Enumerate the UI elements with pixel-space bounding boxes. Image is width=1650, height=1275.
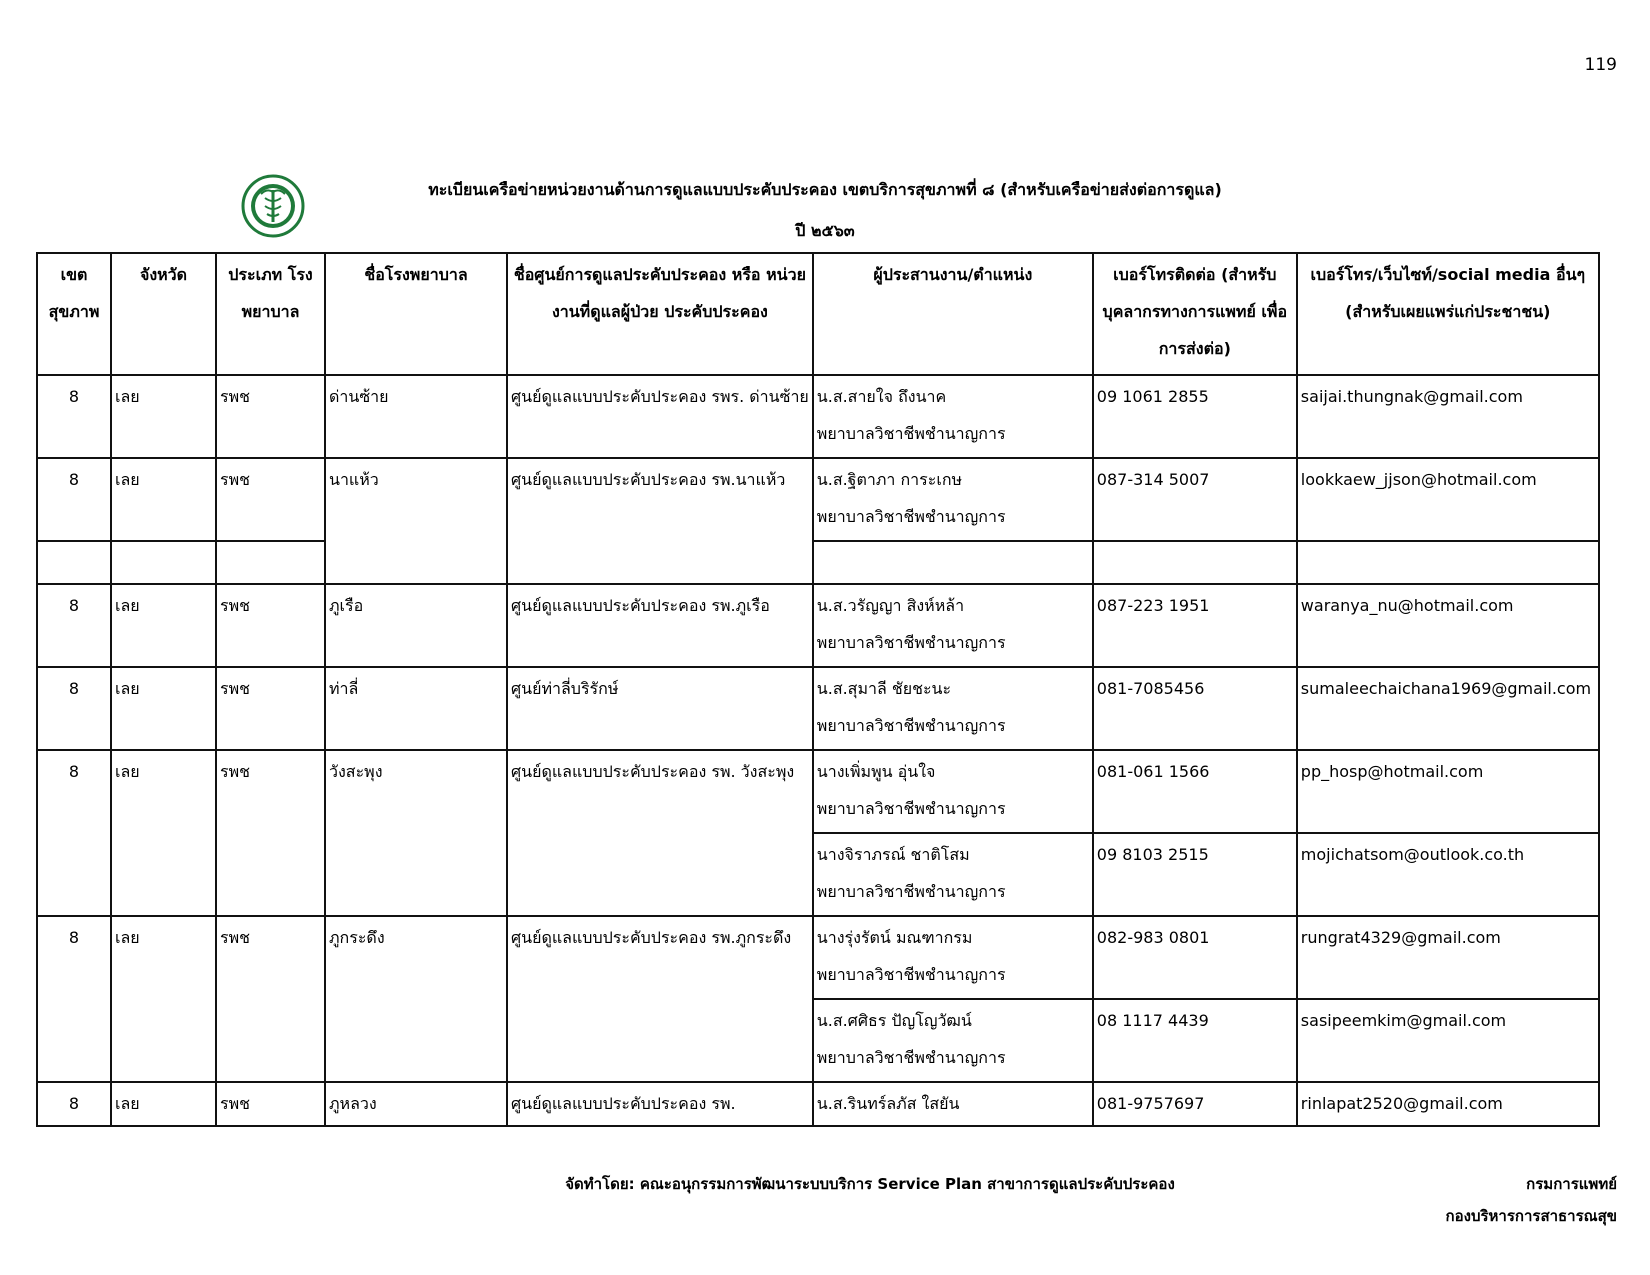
footer-prepared-by: จัดทำโดย: คณะอนุกรรมการพัฒนาระบบบริการ Service Plan สาขาการดูแลประคับประคอง xyxy=(565,1175,1175,1193)
table-row xyxy=(37,750,1599,833)
cell-phone: 08 1117 4439 xyxy=(1093,999,1297,1082)
cell-coordinator xyxy=(813,999,1093,1082)
table-header-row xyxy=(37,253,1599,375)
cell-zone: 8 xyxy=(37,1082,111,1126)
cell-hospital-type: รพช xyxy=(216,916,325,1082)
coordinator-position: พยาบาลวิชาชีพชำนาญการ xyxy=(816,507,1006,526)
table-row xyxy=(37,458,1599,541)
coordinator-position: พยาบาลวิชาชีพชำนาญการ xyxy=(816,882,1006,901)
cell-hospital-name: ภูกระดึง xyxy=(325,916,507,1082)
cell-hospital-type: รพช xyxy=(216,458,325,541)
ministry-logo-icon xyxy=(239,174,307,238)
coordinator-name: นางจิราภรณ์ ชาติโสม xyxy=(816,845,970,864)
cell-center-name: ศูนย์ดูแลแบบประคับประคอง รพ. วังสะพุง xyxy=(507,750,813,916)
cell-zone: 8 xyxy=(37,375,111,458)
coordinator-position: พยาบาลวิชาชีพชำนาญการ xyxy=(816,1048,1006,1067)
footer-department: กรมการแพทย์ xyxy=(1526,1175,1617,1193)
document-subtitle: ปี ๒๕๖๓ xyxy=(795,221,855,240)
cell-hospital-name: ด่านซ้าย xyxy=(325,375,507,458)
cell-contact: sasipeemkim@gmail.com xyxy=(1297,999,1599,1082)
cell-contact: rinlapat2520@gmail.com xyxy=(1297,1082,1599,1126)
cell-phone: 081-061 1566 xyxy=(1093,750,1297,833)
coordinator-position: พยาบาลวิชาชีพชำนาญการ xyxy=(816,633,1006,652)
cell-center-name: ศูนย์ดูแลแบบประคับประคอง รพ. xyxy=(507,1082,813,1126)
header-zone: เขต สุขภาพ xyxy=(37,253,111,375)
cell-phone: 081-9757697 xyxy=(1093,1082,1297,1126)
cell-hospital-type: รพช xyxy=(216,750,325,916)
cell-contact: waranya_nu@hotmail.com xyxy=(1297,584,1599,667)
header-hospital-type: ประเภท โรงพยาบาล xyxy=(216,253,325,375)
cell-province: เลย xyxy=(111,375,216,458)
cell-hospital-name: วังสะพุง xyxy=(325,750,507,916)
page-number: 119 xyxy=(1584,55,1617,75)
empty-cell xyxy=(1297,541,1599,584)
cell-phone: 081-7085456 xyxy=(1093,667,1297,750)
cell-zone: 8 xyxy=(37,750,111,916)
cell-coordinator xyxy=(813,750,1093,833)
cell-hospital-name: ภูเรือ xyxy=(325,584,507,667)
table-row xyxy=(37,375,1599,458)
header-public-contact: เบอร์โทร/เว็บไซท์/social media อื่นๆ (สำหรับเผยแพร่แก่ประชาชน) xyxy=(1297,253,1599,375)
cell-coordinator xyxy=(813,916,1093,999)
cell-province: เลย xyxy=(111,667,216,750)
cell-province: เลย xyxy=(111,750,216,916)
cell-contact: pp_hosp@hotmail.com xyxy=(1297,750,1599,833)
cell-hospital-name: ภูหลวง xyxy=(325,1082,507,1126)
cell-province: เลย xyxy=(111,458,216,541)
network-registry-table xyxy=(36,252,1600,1127)
cell-hospital-type: รพช xyxy=(216,584,325,667)
table-row-empty xyxy=(37,541,1599,584)
cell-phone: 087-223 1951 xyxy=(1093,584,1297,667)
cell-center-name: ศูนย์ดูแลแบบประคับประคอง รพ.นาแห้ว xyxy=(507,458,813,584)
cell-phone: 09 8103 2515 xyxy=(1093,833,1297,916)
coordinator-name: น.ส.สุมาลี ชัยชะนะ xyxy=(816,679,952,698)
empty-cell xyxy=(216,541,325,584)
cell-hospital-type: รพช xyxy=(216,375,325,458)
coordinator-name: น.ส.สายใจ ถึงนาค xyxy=(816,387,947,406)
cell-zone: 8 xyxy=(37,584,111,667)
cell-phone: 082-983 0801 xyxy=(1093,916,1297,999)
cell-center-name: ศูนย์ดูแลแบบประคับประคอง รพ.ภูเรือ xyxy=(507,584,813,667)
cell-hospital-name: ท่าลี่ xyxy=(325,667,507,750)
cell-phone: 09 1061 2855 xyxy=(1093,375,1297,458)
cell-contact: sumaleechaichana1969@gmail.com xyxy=(1297,667,1599,750)
table-row xyxy=(37,1082,1599,1126)
cell-coordinator xyxy=(813,375,1093,458)
document-title: ทะเบียนเครือข่ายหน่วยงานด้านการดูแลแบบประคับประคอง เขตบริการสุขภาพที่ ๘ (สำหรับเครือข่ายส่งต่อการดูแล) xyxy=(428,180,1222,199)
cell-center-name: ศูนย์ท่าลี่บริรักษ์ xyxy=(507,667,813,750)
coordinator-name: น.ส.วรัญญา สิงห์หล้า xyxy=(816,596,965,615)
cell-coordinator xyxy=(813,667,1093,750)
table-row xyxy=(37,667,1599,750)
cell-contact: rungrat4329@gmail.com xyxy=(1297,916,1599,999)
cell-hospital-type: รพช xyxy=(216,1082,325,1126)
coordinator-position: พยาบาลวิชาชีพชำนาญการ xyxy=(816,965,1006,984)
header-hospital-name: ชื่อโรงพยาบาล xyxy=(325,253,507,375)
cell-zone: 8 xyxy=(37,916,111,1082)
header-province: จังหวัด xyxy=(111,253,216,375)
cell-coordinator xyxy=(813,584,1093,667)
table-row xyxy=(37,916,1599,999)
empty-cell xyxy=(813,541,1093,584)
coordinator-position: พยาบาลวิชาชีพชำนาญการ xyxy=(816,424,1006,443)
coordinator-position: พยาบาลวิชาชีพชำนาญการ xyxy=(816,716,1006,735)
empty-cell xyxy=(37,541,111,584)
header-phone-medical: เบอร์โทรติดต่อ (สำหรับ บุคลากรทางการแพทย์ เพื่อการส่งต่อ) xyxy=(1093,253,1297,375)
cell-province: เลย xyxy=(111,916,216,1082)
coordinator-name: นางเพิ่มพูน อุ่นใจ xyxy=(816,762,936,781)
coordinator-position: พยาบาลวิชาชีพชำนาญการ xyxy=(816,799,1006,818)
cell-phone: 087-314 5007 xyxy=(1093,458,1297,541)
coordinator-name: น.ส.ฐิตาภา การะเกษ xyxy=(816,470,963,489)
cell-contact: lookkaew_jjson@hotmail.com xyxy=(1297,458,1599,541)
cell-province: เลย xyxy=(111,1082,216,1126)
header-center-name: ชื่อศูนย์การดูแลประคับประคอง หรือ หน่วยงานที่ดูแลผู้ป่วย ประคับประคอง xyxy=(507,253,813,375)
coordinator-name: น.ส.รินทร์ลภัส ใสยัน xyxy=(816,1094,960,1113)
cell-center-name: ศูนย์ดูแลแบบประคับประคอง รพร. ด่านซ้าย xyxy=(507,375,813,458)
cell-zone: 8 xyxy=(37,667,111,750)
cell-contact: saijai.thungnak@gmail.com xyxy=(1297,375,1599,458)
cell-province: เลย xyxy=(111,584,216,667)
cell-zone: 8 xyxy=(37,458,111,541)
empty-cell xyxy=(111,541,216,584)
footer-division: กองบริหารการสาธารณสุข xyxy=(1445,1207,1617,1225)
header-coordinator: ผู้ประสานงาน/ตำแหน่ง xyxy=(813,253,1093,375)
cell-coordinator xyxy=(813,833,1093,916)
cell-coordinator xyxy=(813,1082,1093,1126)
cell-hospital-name: นาแห้ว xyxy=(325,458,507,584)
coordinator-name: นางรุ่งรัตน์ มณฑากรม xyxy=(816,928,973,947)
cell-coordinator xyxy=(813,458,1093,541)
empty-cell xyxy=(1093,541,1297,584)
table-row xyxy=(37,584,1599,667)
coordinator-name: น.ส.ศศิธร ปัญโญวัฒน์ xyxy=(816,1011,972,1030)
cell-hospital-type: รพช xyxy=(216,667,325,750)
cell-center-name: ศูนย์ดูแลแบบประคับประคอง รพ.ภูกระดึง xyxy=(507,916,813,1082)
cell-contact: mojichatsom@outlook.co.th xyxy=(1297,833,1599,916)
